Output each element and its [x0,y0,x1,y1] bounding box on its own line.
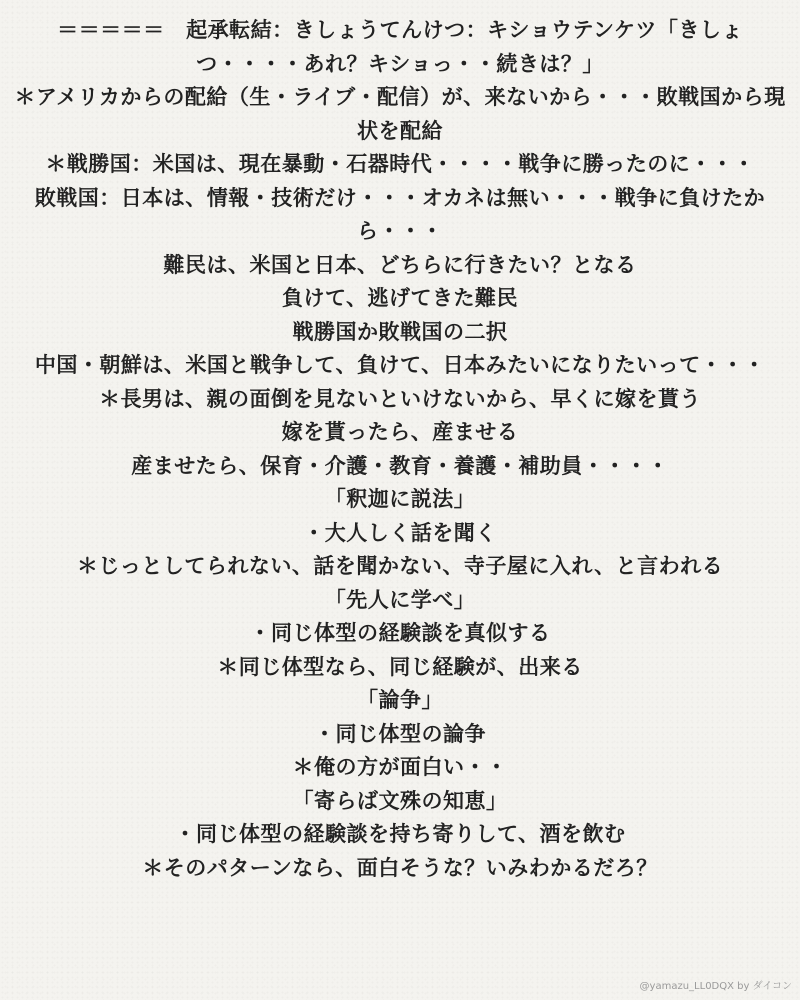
post-body-text: ＝＝＝＝＝ 起承転結：きしょうてんけつ：キショウテンケツ「きしょつ・・・・あれ？キショっ・・続きは？」 ＊アメリカからの配給（生・ライブ・配信）が、来ないから・・・敗戦国から現状を配給 ＊戦勝国：米国は、現在暴動・石器時代・・・・戦争に勝ったのに・・・ 敗戦国：日本は、情報・技術だけ・・・オカネは無い・・・戦争に負けたから・・・ 難民は、米国と日本、どちらに行きたい？となる 負けて、逃げてきた難民 戦勝国か敗戦国の二択 中国・朝鮮は、米国と戦争して、負けて、日本みたいになりたいって・・・ ＊長男は、親の面倒を見ないといけないから、早くに嫁を貰う 嫁を貰ったら、産ませる 産ませたら、保育・介護・教育・養護・補助員・・・・ 「釈迦に説法」 ・大人しく話を聞く ＊じっとしてられない、話を聞かない、寺子屋に入れ、と言われる 「先人に学べ」 ・同じ体型の経験談を真似する ＊同じ体型なら、同じ経験が、出来る 「論争」 ・同じ体型の論争 ＊俺の方が面白い・・ 「寄らば文殊の知恵」 ・同じ体型の経験談を持ち寄りして、酒を飲む ＊そのパターンなら、面白そうな？いみわかるだろ？ [14,18,786,880]
credit-watermark: @yamazu_LL0DQX by ダイコン [639,981,792,992]
